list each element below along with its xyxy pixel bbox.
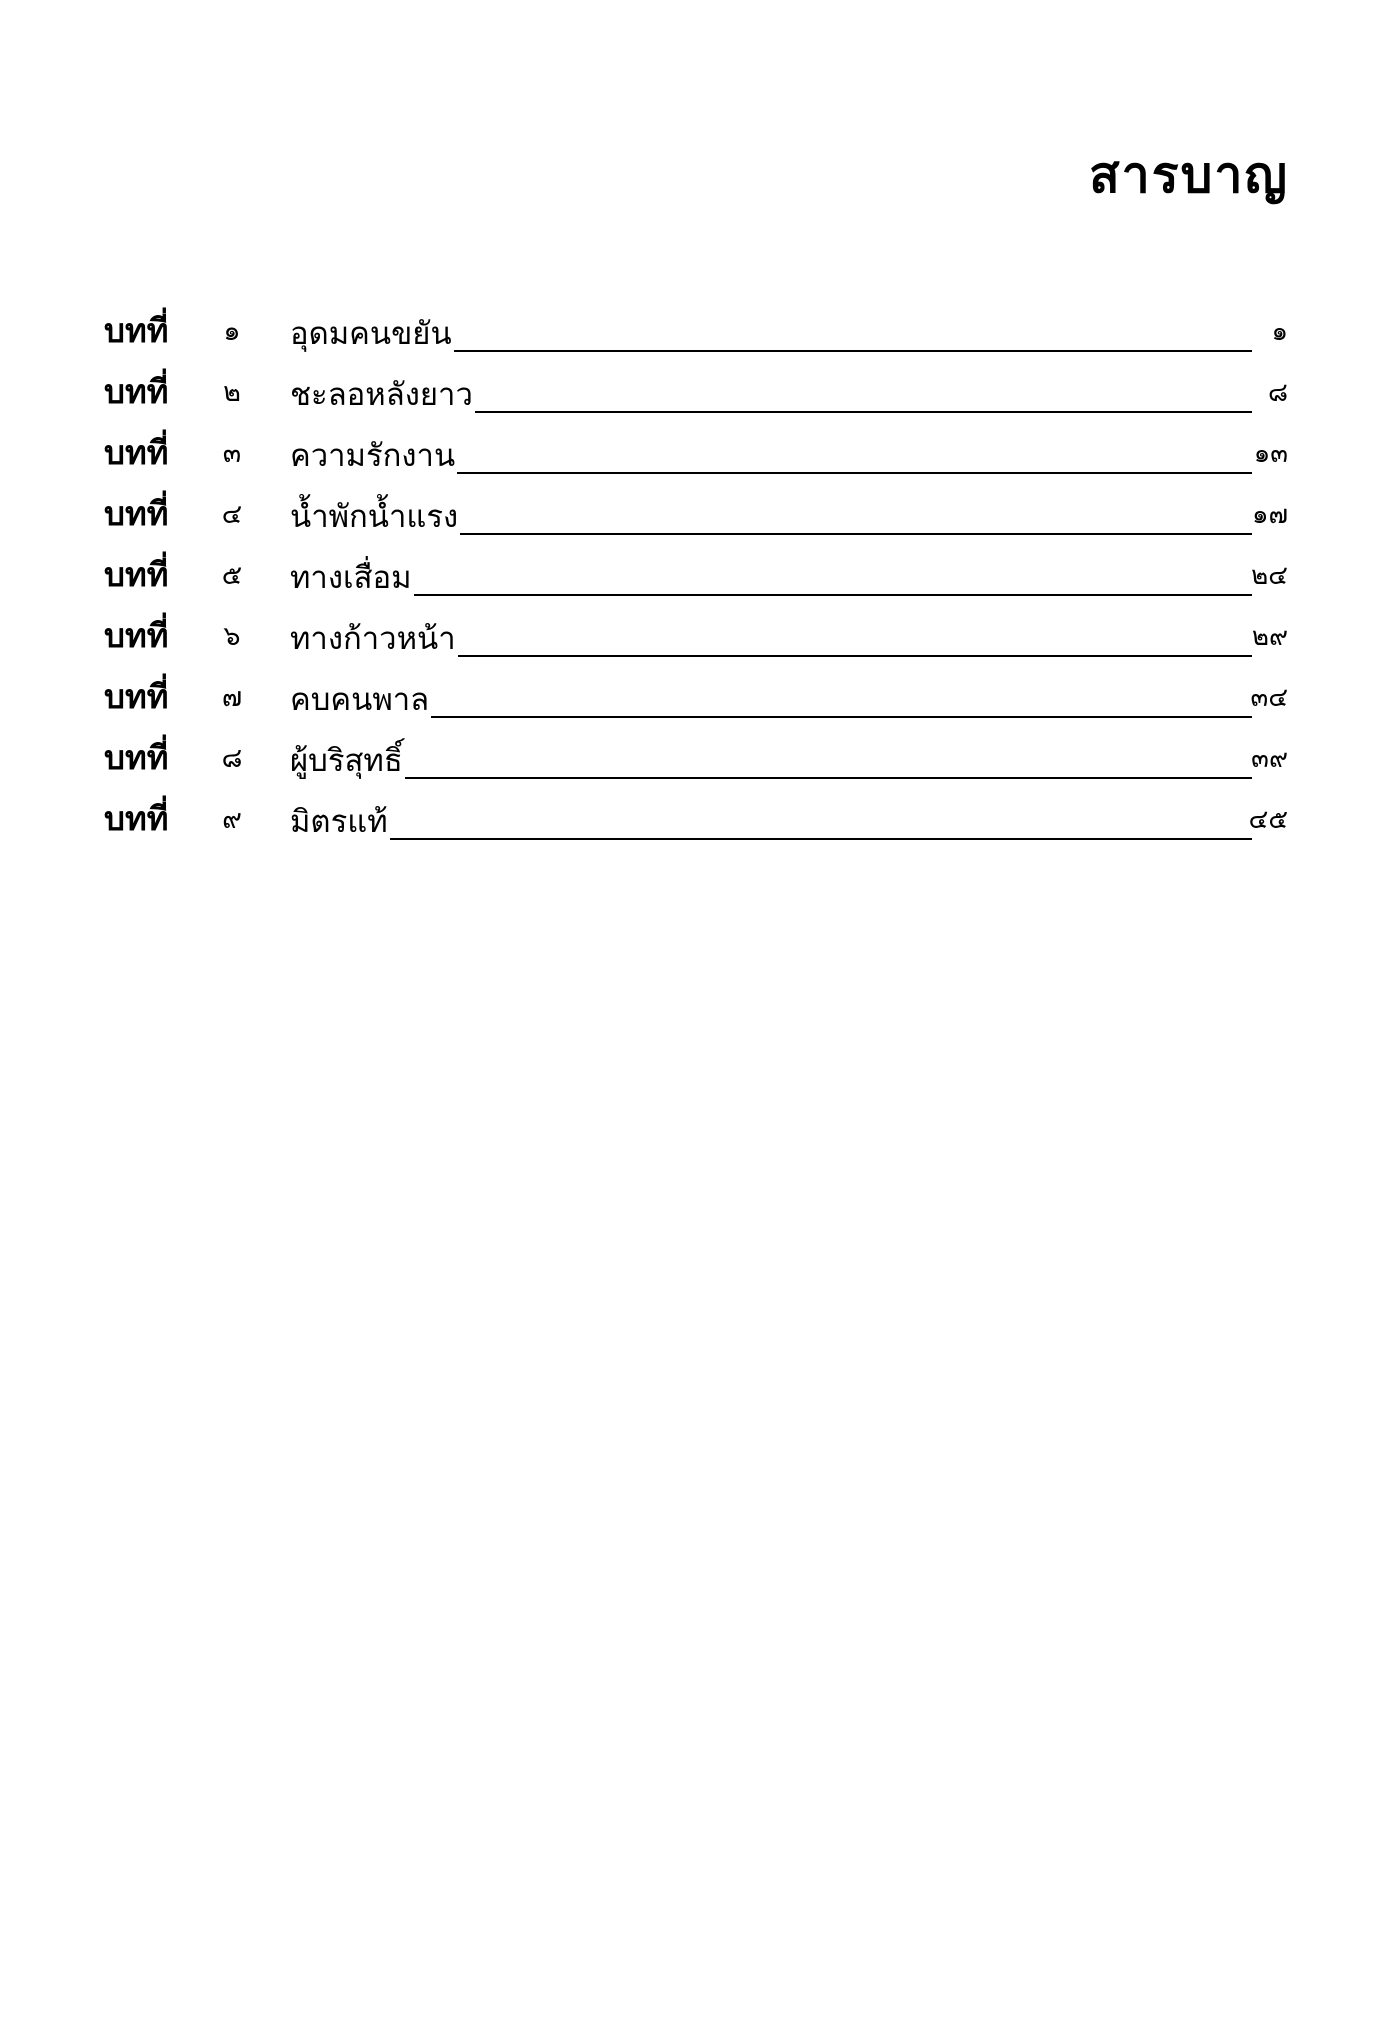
page-number: ๑๓	[1253, 439, 1288, 469]
chapter-title: น้ำพักน้ำแรง	[290, 499, 459, 535]
page-number: ๔๕	[1248, 805, 1288, 835]
chapter-title-line	[290, 558, 1252, 598]
page-number: ๓๔	[1250, 683, 1288, 713]
chapter-title-line	[290, 802, 1252, 842]
toc-entry-9	[104, 785, 1288, 846]
page-number: ๓๙	[1251, 744, 1288, 774]
chapter-title: อุดมคนขยัน	[290, 316, 452, 352]
page-number: ๒๙	[1251, 622, 1288, 652]
toc-entry-3	[104, 419, 1288, 480]
leader-line	[475, 411, 1252, 413]
chapter-title-line	[290, 680, 1252, 720]
chapter-label: บทที่	[104, 558, 169, 594]
chapter-title: คบคนพาล	[290, 682, 430, 718]
chapter-title: ทางเสื่อม	[290, 560, 412, 596]
chapter-label: บทที่	[104, 802, 169, 838]
chapter-number: ๒	[223, 377, 241, 408]
toc-entry-8	[104, 724, 1288, 785]
toc-entry-5	[104, 541, 1288, 602]
chapter-number: ๖	[223, 621, 241, 652]
toc-entry-4	[104, 480, 1288, 541]
chapter-title-line	[290, 375, 1252, 415]
chapter-title: ผู้บริสุทธิ์	[290, 743, 403, 779]
chapter-label: บทที่	[104, 436, 169, 472]
chapter-title-line	[290, 314, 1252, 354]
page-title: สารบาญ	[1089, 146, 1289, 204]
leader-line	[457, 472, 1252, 474]
table-of-contents	[104, 297, 1288, 846]
chapter-number: ๓	[222, 438, 242, 469]
page-number: ๘	[1267, 378, 1288, 408]
chapter-number: ๕	[221, 560, 243, 591]
chapter-title: ชะลอหลังยาว	[290, 377, 473, 413]
leader-line	[458, 655, 1252, 657]
chapter-title-line	[290, 741, 1252, 781]
leader-line	[414, 594, 1252, 596]
toc-entry-6	[104, 602, 1288, 663]
chapter-title: ความรักงาน	[290, 438, 456, 474]
chapter-label: บทที่	[104, 375, 169, 411]
chapter-title: ทางก้าวหน้า	[290, 621, 456, 657]
chapter-number: ๑	[223, 316, 241, 347]
leader-line	[405, 777, 1252, 779]
chapter-number: ๗	[221, 682, 243, 713]
chapter-label: บทที่	[104, 314, 169, 350]
chapter-label: บทที่	[104, 619, 169, 655]
chapter-number: ๘	[221, 743, 243, 774]
toc-entry-1	[104, 297, 1288, 358]
page-number: ๒๔	[1251, 561, 1288, 591]
chapter-title-line	[290, 436, 1252, 476]
leader-line	[454, 350, 1252, 352]
leader-line	[460, 533, 1252, 535]
chapter-title: มิตรแท้	[290, 804, 388, 840]
chapter-title-line	[290, 497, 1252, 537]
chapter-number: ๔	[221, 499, 243, 530]
leader-line	[390, 838, 1252, 840]
page-number: ๑๗	[1251, 500, 1288, 530]
toc-entry-7	[104, 663, 1288, 724]
chapter-number: ๙	[222, 804, 242, 835]
chapter-label: บทที่	[104, 680, 169, 716]
chapter-title-line	[290, 619, 1252, 659]
chapter-label: บทที่	[104, 741, 169, 777]
leader-line	[431, 716, 1252, 718]
toc-entry-2	[104, 358, 1288, 419]
page-number: ๑	[1271, 317, 1288, 347]
chapter-label: บทที่	[104, 497, 169, 533]
